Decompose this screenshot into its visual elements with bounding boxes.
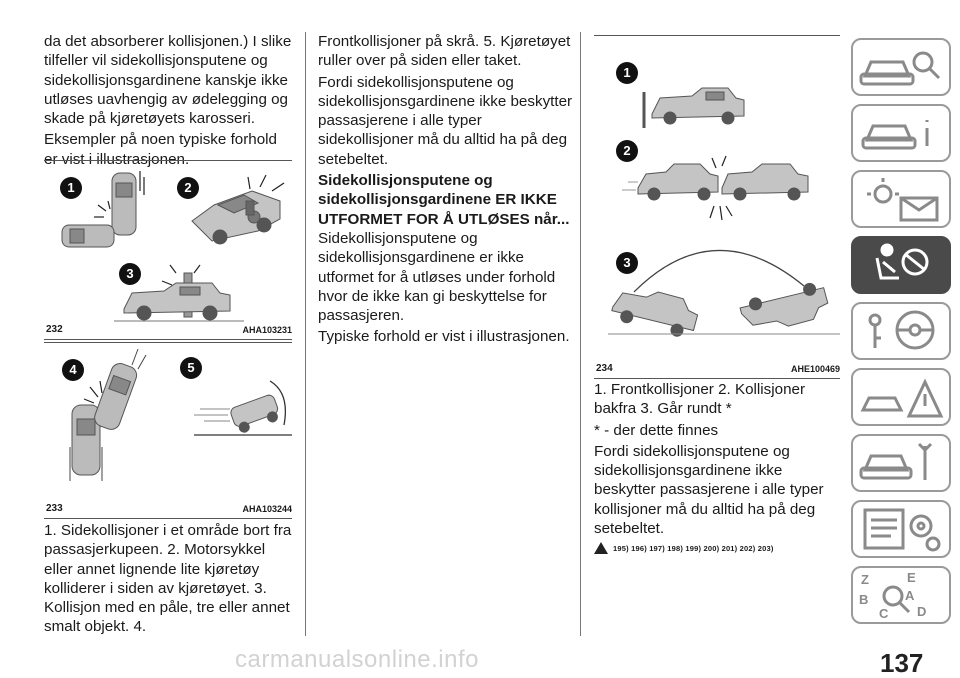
- index-letter-a: A: [905, 588, 915, 603]
- column-left: [44, 32, 292, 171]
- column-divider: [305, 32, 306, 636]
- figure-badge-1: 1: [60, 177, 82, 199]
- figure-badge-4: 4: [62, 359, 84, 381]
- tab-warning-lights[interactable]: [851, 170, 951, 228]
- paragraph: Frontkollisjoner på skrå. 5. Kjøretøyet ruller over på siden eller taket.: [318, 33, 571, 70]
- pickup-truck-upside-down: [740, 286, 831, 337]
- technical-data-icon: [865, 510, 939, 550]
- figure-badge-2: 2: [616, 140, 638, 162]
- car-rolling: [229, 394, 279, 429]
- column-divider: [580, 32, 581, 636]
- car-top-view: [92, 361, 139, 432]
- index-letter-d: D: [917, 604, 927, 619]
- figure-badge-2: 2: [177, 177, 199, 199]
- figure-number: 234: [596, 363, 613, 374]
- warning-references: [594, 542, 840, 554]
- index-letter-e: E: [907, 570, 916, 585]
- index-letter-c: C: [879, 606, 889, 621]
- paragraph: Eksempler på noen typiske forhold er vist i illustrasjonen.: [44, 131, 278, 168]
- footnote: * - der dette finnes: [594, 421, 719, 439]
- figure-code: AHE100469: [790, 364, 840, 374]
- reference-numbers: 195) 196) 197) 198) 199) 200) 201) 202) 203): [613, 543, 774, 553]
- figure-caption: 1. Sidekollisjoner i et område bort fra passasjerkupeen. 2. Motorsykkel eller annet lignende lite kjøretøy kolliderer i siden av kjøretøyet. 3. Kollisjon med en påle, tre eller annet smalt objekt. 4.: [44, 522, 292, 636]
- car-info-icon: [863, 120, 927, 148]
- figure-234: [594, 35, 840, 379]
- tab-car-info[interactable]: [851, 104, 951, 162]
- paragraph: Fordi sidekollisjonsputene og sidekollisjonsgardinene ikke beskytter passasjerene i alle typer sidekollisjoner må du alltid ha på deg setebeltet.: [318, 73, 573, 168]
- breakdown-triangle-icon: [863, 382, 941, 416]
- warning-lights-message-icon: [867, 178, 937, 220]
- paragraph: da det absorberer kollisjonen.) I slike tilfeller vil sidekollisjonsputene og sidekollisjonsgardinene kanskje ikke utløses uavhengig av ødelegging og skade på kjøretøyets karosseri.: [44, 33, 292, 128]
- page-number: 137: [880, 648, 924, 678]
- tab-breakdown[interactable]: [851, 368, 951, 426]
- tab-car-magnifier[interactable]: [851, 38, 951, 96]
- watermark: carmanualsonline.info: [235, 646, 479, 673]
- tab-index[interactable]: [851, 566, 951, 624]
- airbag-seat-icon: [877, 245, 927, 278]
- section-heading: Sidekollisjonsputene og sidekollisjonsgardinene ER IKKE UTFORMET FOR Å UTLØSES når...: [318, 172, 570, 228]
- column-right: [594, 380, 840, 554]
- figure-number: 233: [46, 503, 63, 514]
- paragraph: Typiske forhold er vist i illustrasjonen.: [318, 328, 570, 346]
- tab-airbag-seat[interactable]: [851, 236, 951, 294]
- car-maintenance-wrench-icon: [861, 444, 931, 480]
- car-top-view: [112, 173, 136, 235]
- figure-caption-block: [44, 521, 292, 639]
- tab-steering-wheel[interactable]: [851, 302, 951, 360]
- paragraph: Sidekollisjonsputene og sidekollisjonsgardinene er ikke utformet for å utløses under forhold hvor de ikke kan gi beskyttelse for passasjeren.: [318, 229, 556, 325]
- steering-wheel-key-icon: [870, 312, 933, 348]
- index-letter-z: Z: [861, 572, 869, 587]
- figure-234-illustration: [594, 36, 840, 379]
- tab-maintenance[interactable]: [851, 434, 951, 492]
- index-alphabet-icon: [859, 570, 926, 621]
- figure-code: AHA103231: [242, 325, 292, 335]
- figure-232: [44, 160, 292, 340]
- figure-badge-5: 5: [180, 357, 202, 379]
- car-magnifier-icon: [861, 53, 939, 84]
- figure-caption: 1. Frontkollisjoner 2. Kollisjoner bakfra 3. Går rundt *: [594, 381, 806, 418]
- figure-number: 232: [46, 324, 63, 335]
- figure-badge-3: 3: [119, 263, 141, 285]
- index-letter-b: B: [859, 592, 869, 607]
- column-middle: [318, 32, 574, 349]
- figure-233: [44, 342, 292, 519]
- figure-code: AHA103244: [242, 504, 292, 514]
- figure-badge-1: 1: [616, 62, 638, 84]
- paragraph: Fordi sidekollisjonsputene og sidekollisjonsgardinene ikke beskytter passasjerene i alle typer kollisjoner må du alltid ha på deg setebeltet.: [594, 442, 824, 538]
- figure-badge-3: 3: [616, 252, 638, 274]
- tab-technical-data[interactable]: [851, 500, 951, 558]
- pickup-truck-tilted: [612, 282, 701, 333]
- warning-triangle-icon: [594, 542, 608, 554]
